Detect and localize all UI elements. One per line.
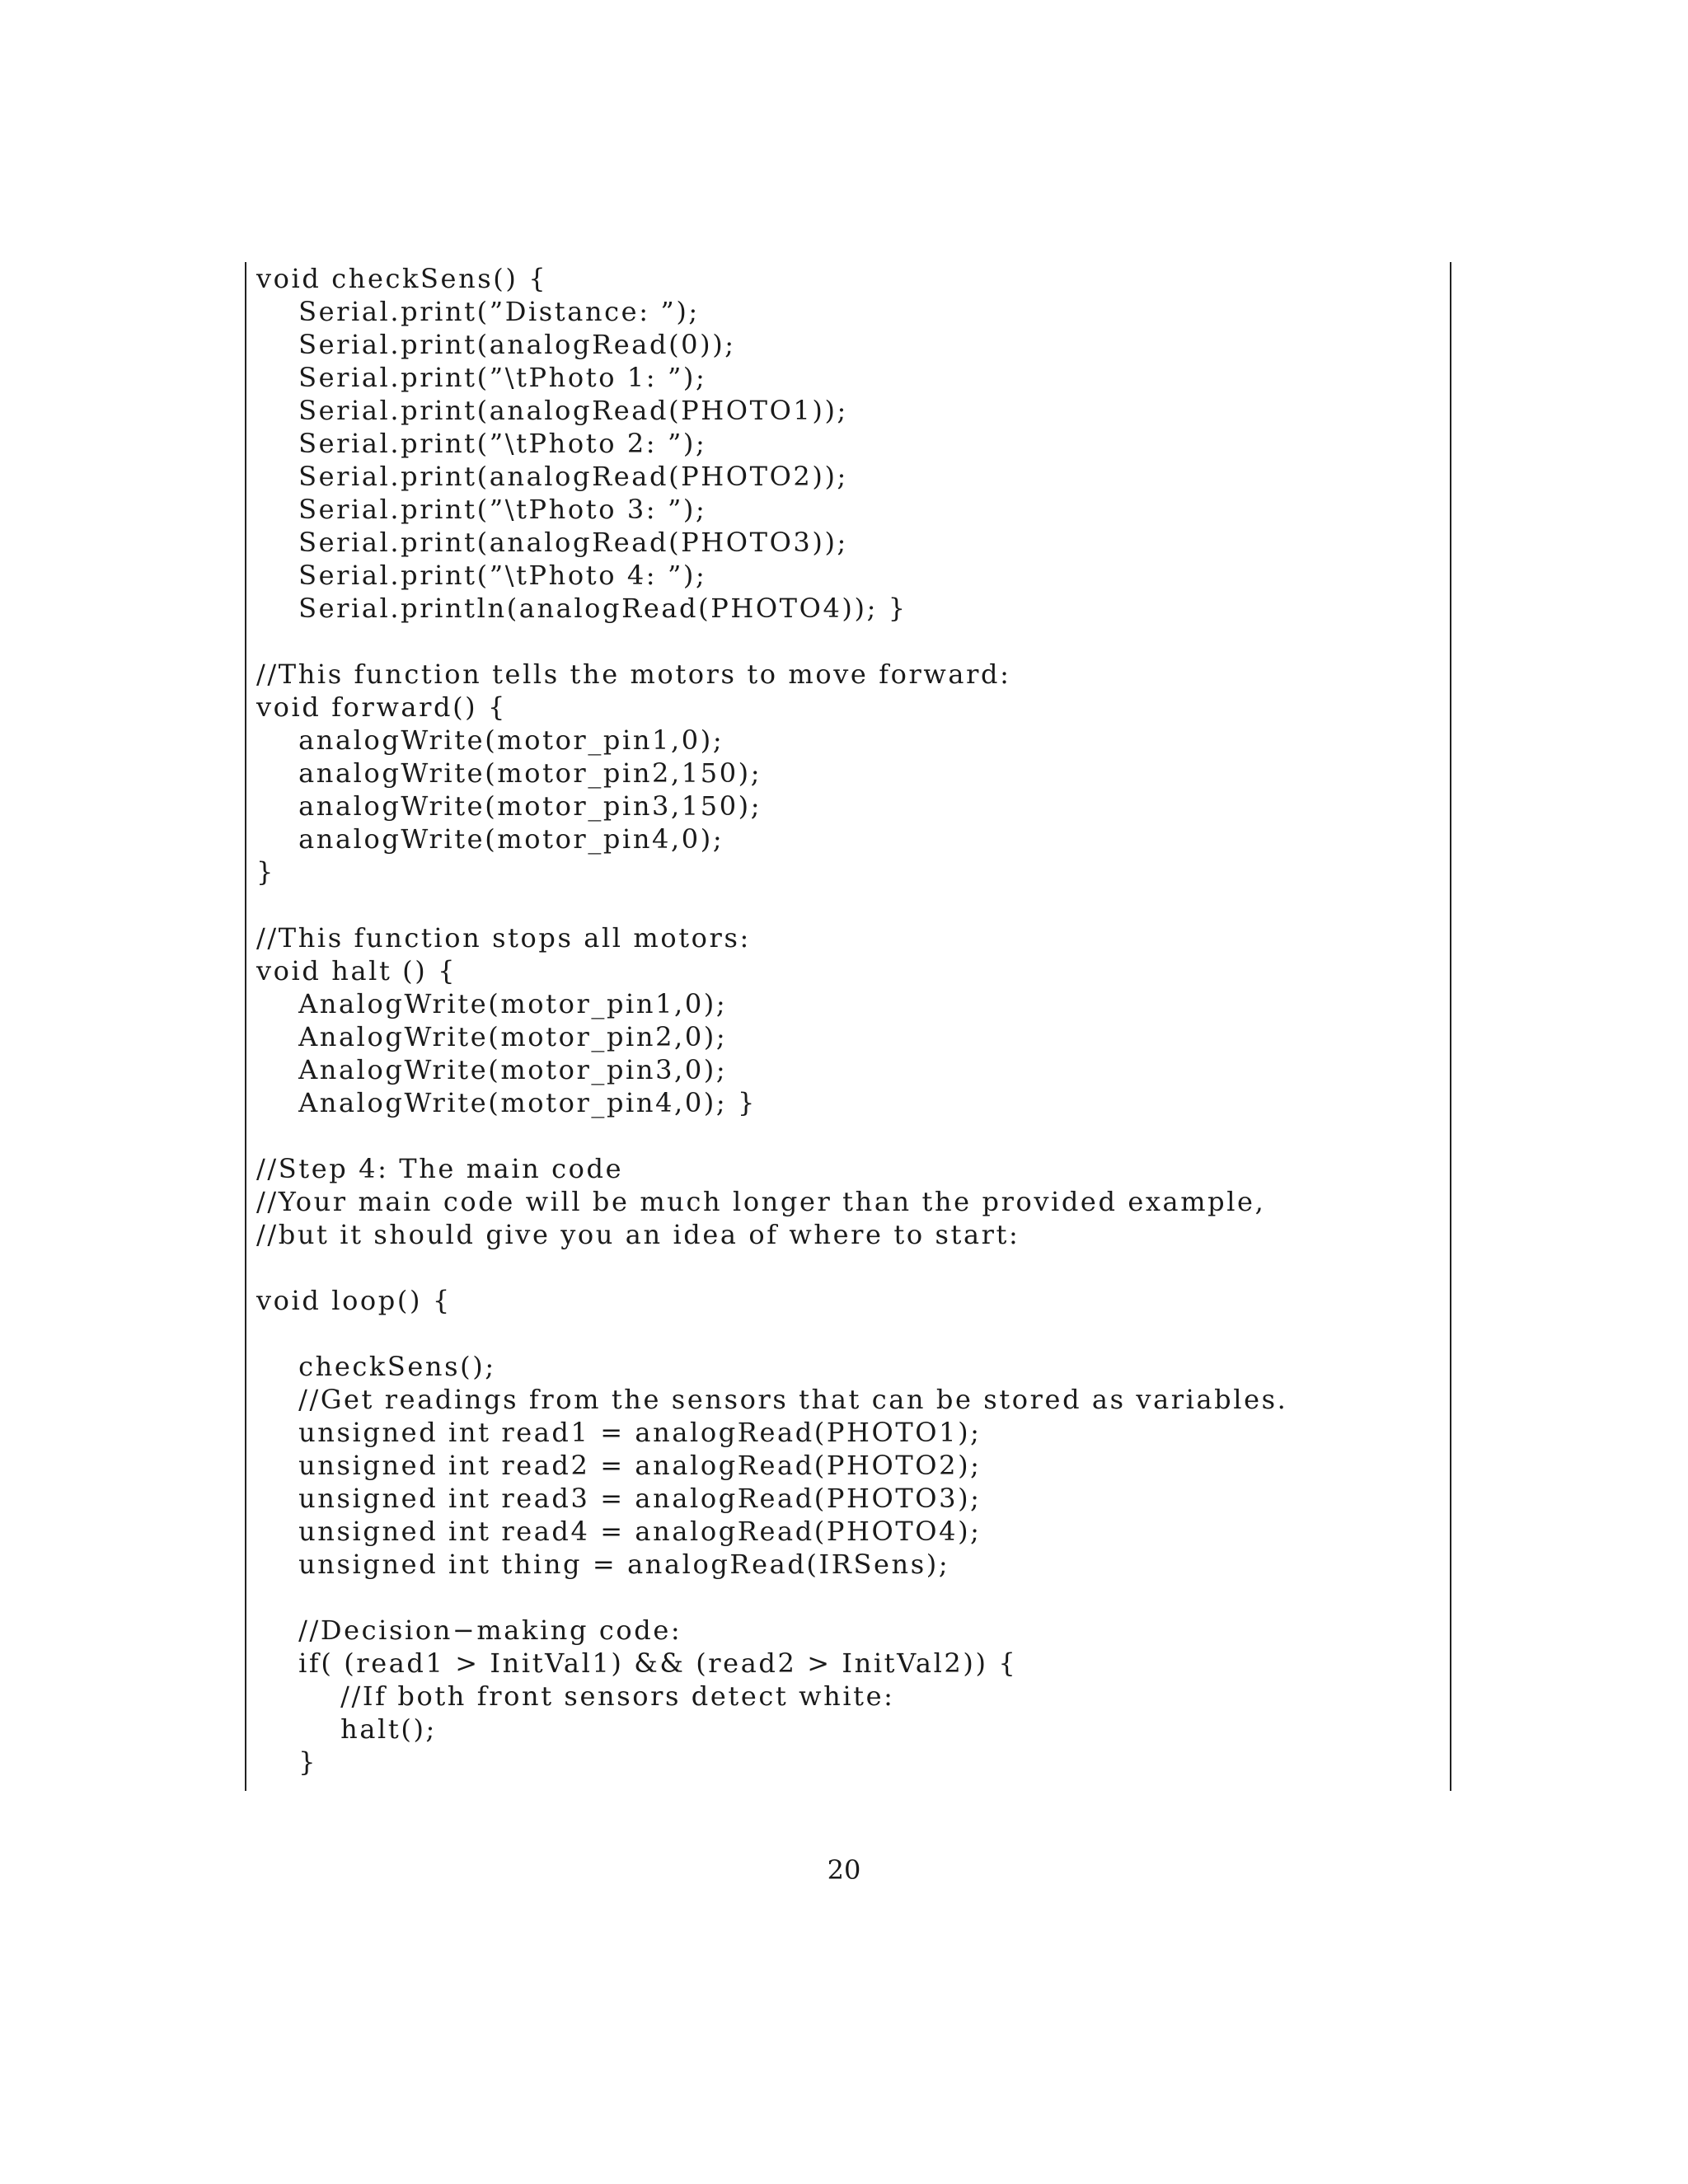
code-line: Serial.print(”\tPhoto 4: ”); [256, 560, 707, 591]
code-line: //This function stops all motors: [256, 922, 751, 954]
code-line: unsigned int read3 = analogRead(PHOTO3); [256, 1483, 982, 1514]
code-line: checkSens(); [256, 1351, 496, 1382]
code-line: Serial.print(analogRead(PHOTO2)); [256, 461, 848, 492]
code-line [256, 1581, 1287, 1614]
code-line: Serial.print(analogRead(PHOTO1)); [256, 395, 848, 426]
code-line: Serial.print(”\tPhoto 2: ”); [256, 428, 707, 459]
code-listing [256, 262, 1287, 1779]
code-line: Serial.print(”Distance: ”); [256, 296, 700, 327]
code-line [256, 1119, 1287, 1152]
code-line: Serial.print(”\tPhoto 3: ”); [256, 494, 707, 525]
code-line: } [256, 1746, 318, 1778]
code-line [256, 888, 1287, 921]
code-line: } [256, 856, 275, 888]
code-line: void halt () { [256, 955, 457, 987]
code-line: void forward() { [256, 691, 507, 723]
code-line: Serial.print(”\tPhoto 1: ”); [256, 362, 707, 393]
code-line: unsigned int read1 = analogRead(PHOTO1); [256, 1417, 982, 1448]
code-line: //This function tells the motors to move forward: [256, 658, 1011, 690]
code-line: AnalogWrite(motor_pin3,0); [256, 1054, 728, 1085]
code-line: analogWrite(motor_pin3,150); [256, 790, 762, 822]
code-line: //Step 4: The main code [256, 1153, 624, 1184]
code-line: //but it should give you an idea of where to start: [256, 1219, 1020, 1250]
code-line: //If both front sensors detect white: [256, 1680, 895, 1712]
code-line: void checkSens() { [256, 263, 548, 294]
page-number: 20 [827, 1854, 861, 1886]
code-line [256, 1317, 1287, 1350]
code-line: void loop() { [256, 1285, 452, 1316]
code-line: AnalogWrite(motor_pin1,0); [256, 988, 728, 1019]
code-line: //Get readings from the sensors that can be stored as variables. [256, 1384, 1288, 1415]
code-line: analogWrite(motor_pin2,150); [256, 757, 762, 789]
code-line [256, 1251, 1287, 1284]
code-line: unsigned int thing = analogRead(IRSens); [256, 1549, 950, 1580]
code-line: Serial.println(analogRead(PHOTO4)); } [256, 593, 907, 624]
code-line: AnalogWrite(motor_pin4,0); } [256, 1087, 757, 1118]
code-line: halt(); [256, 1713, 437, 1745]
code-line: AnalogWrite(motor_pin2,0); [256, 1021, 728, 1052]
code-line: //Decision−making code: [256, 1615, 682, 1646]
code-line: analogWrite(motor_pin4,0); [256, 823, 724, 855]
code-line: analogWrite(motor_pin1,0); [256, 724, 724, 756]
code-line: unsigned int read4 = analogRead(PHOTO4); [256, 1516, 982, 1547]
code-line: if( (read1 > InitVal1) && (read2 > InitVal2)) { [256, 1647, 1018, 1679]
code-line: unsigned int read2 = analogRead(PHOTO2); [256, 1450, 982, 1481]
code-line: //Your main code will be much longer than the provided example, [256, 1186, 1266, 1217]
code-line: Serial.print(analogRead(PHOTO3)); [256, 527, 848, 558]
code-line: Serial.print(analogRead(0)); [256, 329, 736, 360]
code-line [256, 625, 1287, 658]
